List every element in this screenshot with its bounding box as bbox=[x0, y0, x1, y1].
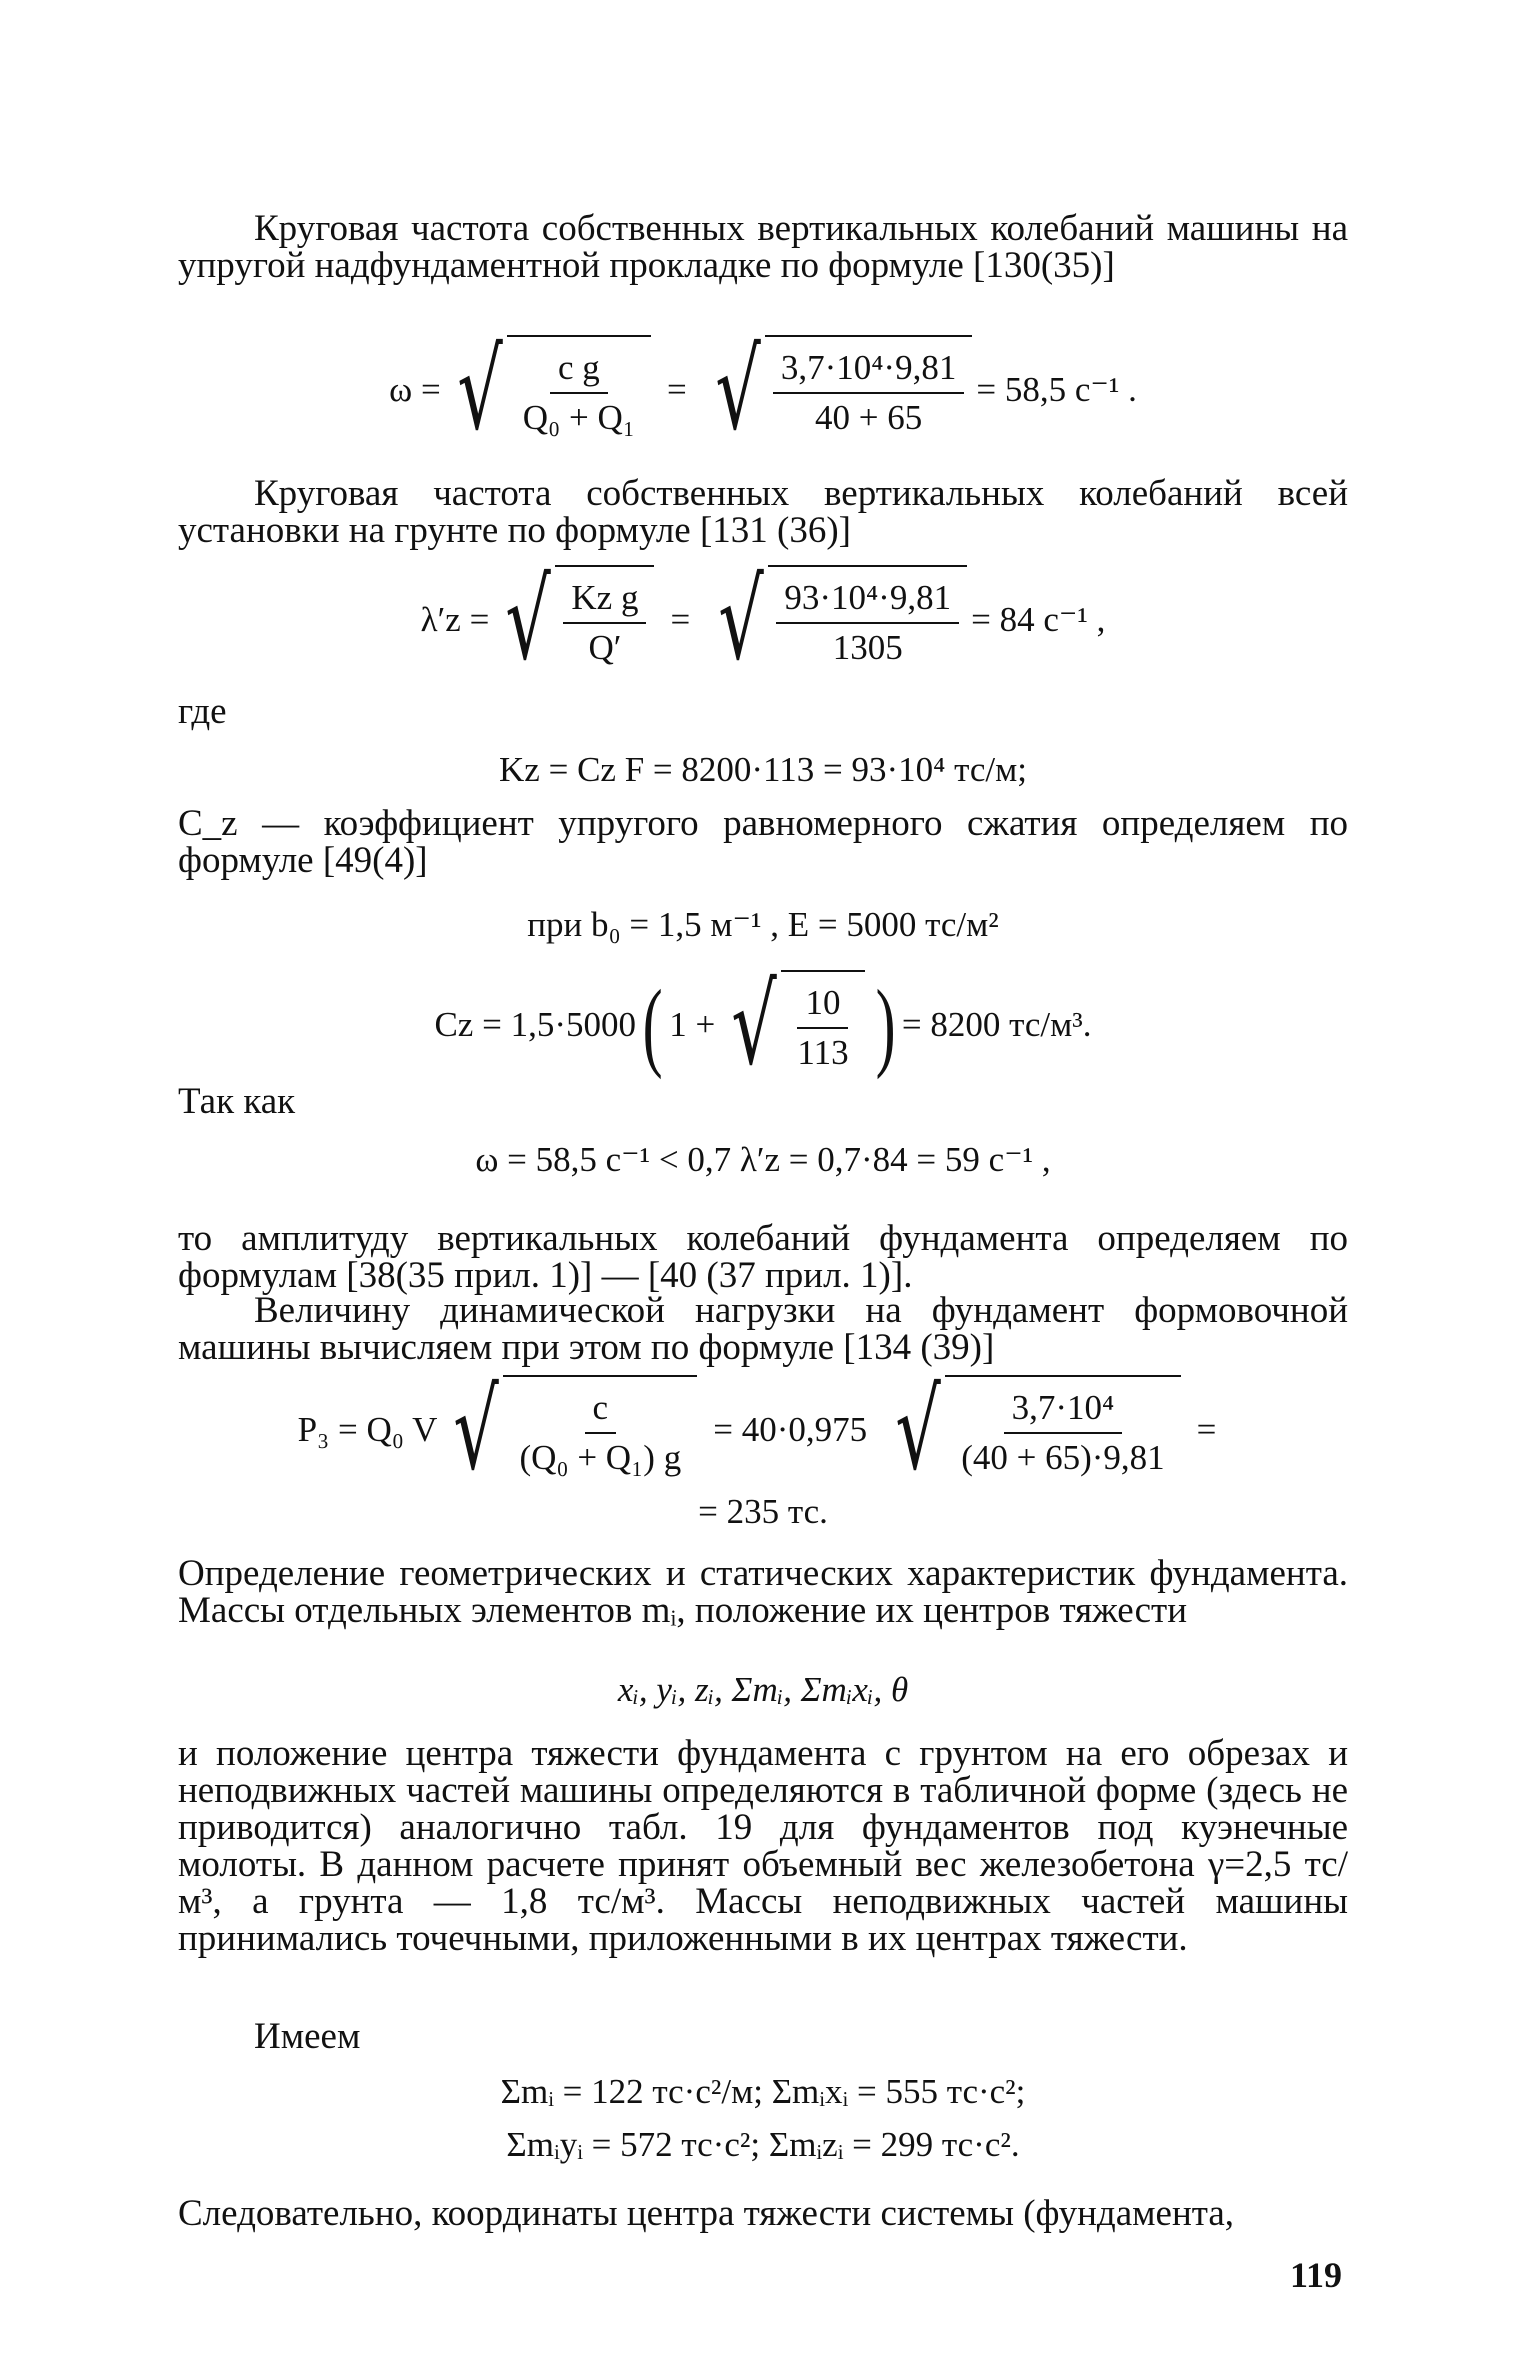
equation-params: при b₀ = 1,5 м⁻¹ , E = 5000 тс/м² bbox=[527, 905, 999, 944]
sqrt-5: √ $\frac{10}{113}$ bbox=[719, 970, 864, 1080]
paragraph-3: C_z — коэффициент упругого равномерного сжатия определяем по формуле [49(4)] bbox=[178, 803, 1348, 881]
equation-p3-result: = 235 тс. bbox=[698, 1492, 828, 1531]
eq7-lhs: P₃ = Q₀ V bbox=[297, 1410, 438, 1449]
paragraph-1: Круговая частота собственных вертикальных колебаний машины на упругой надфундаментной прокладке по формуле [130(35)] bbox=[178, 208, 1348, 286]
paragraph-7: и положение центра тяжести фундамента с грунтом на его обрезах и неподвижных частей машины определяются в табличной форме (здесь не приводится) аналогично табл. 19 для фундаментов под куэнечные молоты. В данном расчете принят объемный вес железобетона γ=2,5 тс/м³, а грунта — 1,8 тс/м³. Массы неподвижных частей машины принимались точечными, приложенными в их центрах тяжести. bbox=[178, 1733, 1348, 1959]
eq7-tail: = bbox=[1196, 1410, 1217, 1449]
eq7-frac1-den: (Q₀ + Q₁) g bbox=[519, 1438, 682, 1477]
eq2-frac2-num: 93·10⁴·9,81 bbox=[776, 578, 959, 624]
sqrt-7: √ $\frac{\text{3,7·10⁴}}{(40 + 65)\cdot 9,81}$ bbox=[883, 1375, 1181, 1485]
equation-p3 bbox=[178, 1366, 1348, 1494]
eq7-frac2-den: (40 + 65)·9,81 bbox=[961, 1438, 1165, 1477]
eq7-frac2-num: 3,7·10⁴ bbox=[1004, 1388, 1123, 1434]
eq5-frac-den: 113 bbox=[797, 1033, 849, 1072]
equation-lambda: λ′z = √ $\frac{\text{Kz g}}{Q'}$ = √ $\frac{\text{93·10⁴·9,81}}{1305}$ = 84 с⁻¹ , bbox=[420, 556, 1106, 684]
paragraph-5: Величину динамической нагрузки на фундамент формовочной машины вычисляем при этом по формуле [134 (39)] bbox=[178, 1290, 1348, 1368]
eq2-lhs: λ′z = bbox=[420, 600, 490, 639]
equation-comparison: ω = 58,5 с⁻¹ < 0,7 λ′z = 0,7·84 = 59 с⁻¹ , bbox=[475, 1140, 1051, 1179]
eq2-frac1-den: Q′ bbox=[588, 628, 622, 667]
equation-sums-1: Σmᵢ = 122 тс·с²/м; Σmᵢxᵢ = 555 тс·с²; bbox=[500, 2072, 1026, 2111]
eq1-frac1-den: Q₀ + Q₁ bbox=[522, 398, 635, 437]
eq5-result: = 8200 тс/м³. bbox=[901, 1005, 1092, 1044]
paragraph-4: то амплитуду вертикальных колебаний фундамента определяем по формулам [38(35 прил. 1)] — [40 (37 прил. 1)]. bbox=[178, 1218, 1348, 1296]
equation-cz: Cz = 1,5·5000 ( 1 + √ $\frac{10}{113}$ ) = 8200 тс/м³. bbox=[434, 961, 1092, 1089]
sqrt-2: √ $\frac{\text{3,7·10⁴·9,81}}{40 + 65}$ bbox=[703, 335, 973, 445]
paragraph-2: Круговая частота собственных вертикальных колебаний всей установки на грунте по формуле [131 (36)] bbox=[178, 473, 1348, 551]
sqrt-4: √ $\frac{\text{93·10⁴·9,81}}{1305}$ bbox=[706, 565, 967, 675]
eq1-frac1-num: c g bbox=[550, 348, 608, 394]
eq5-frac-num: 10 bbox=[797, 983, 848, 1029]
eq2-frac2-den: 1305 bbox=[832, 628, 903, 667]
label-tak-kak: Так как bbox=[178, 1081, 296, 1122]
eq5-lhs: Cz = 1,5·5000 bbox=[434, 1005, 636, 1044]
page-number: 119 bbox=[1290, 2255, 1343, 2295]
equation-kz: Kz = Cz F = 8200·113 = 93·10⁴ тс/м; bbox=[499, 750, 1027, 789]
equation-sums-2: Σmᵢyᵢ = 572 тс·с²; Σmᵢzᵢ = 299 тс·с². bbox=[506, 2125, 1020, 2164]
eq1-frac2-den: 40 + 65 bbox=[814, 398, 923, 437]
eq7-frac1-num: c bbox=[585, 1388, 617, 1434]
eq1-lhs: ω = bbox=[389, 370, 441, 409]
label-imeem: Имеем bbox=[254, 2016, 361, 2057]
eq2-result: = 84 с⁻¹ , bbox=[971, 600, 1106, 639]
paragraph-6: Определение геометрических и статических характеристик фундамента. Массы отдельных элементов mᵢ, положение их центров тяжести bbox=[178, 1553, 1348, 1631]
sqrt-3: √ $\frac{\text{Kz g}}{Q'}$ bbox=[493, 565, 654, 675]
eq1-frac2-num: 3,7·10⁴·9,81 bbox=[773, 348, 965, 394]
eq1-result: = 58,5 с⁻¹ . bbox=[976, 370, 1137, 409]
label-gde: где bbox=[178, 691, 227, 732]
sqrt-6: √ $\frac{c}{\text{(Q₀ + Q₁) g}}$ bbox=[441, 1375, 697, 1485]
eq2-frac1-num: Kz g bbox=[563, 578, 646, 624]
eq5-one-plus: 1 + bbox=[669, 1005, 716, 1044]
equation-omega: ω = √ $\frac{\text{c g}}{\text{Q₀ + Q₁}}$ = √ $\frac{\text{3,7·10⁴·9,81}}{40 + 65}$ = 58,5 с⁻¹ . bbox=[389, 326, 1137, 454]
eq7-mid: = 40·0,975 bbox=[713, 1410, 868, 1449]
paragraph-8: Следовательно, координаты центра тяжести системы (фундамента, bbox=[178, 2193, 1235, 2234]
equation-characteristics: xᵢ, yᵢ, zᵢ, Σmᵢ, Σmᵢxᵢ, θ bbox=[617, 1670, 909, 1709]
sqrt-1: √ $\frac{\text{c g}}{\text{Q₀ + Q₁}}$ bbox=[445, 335, 651, 445]
